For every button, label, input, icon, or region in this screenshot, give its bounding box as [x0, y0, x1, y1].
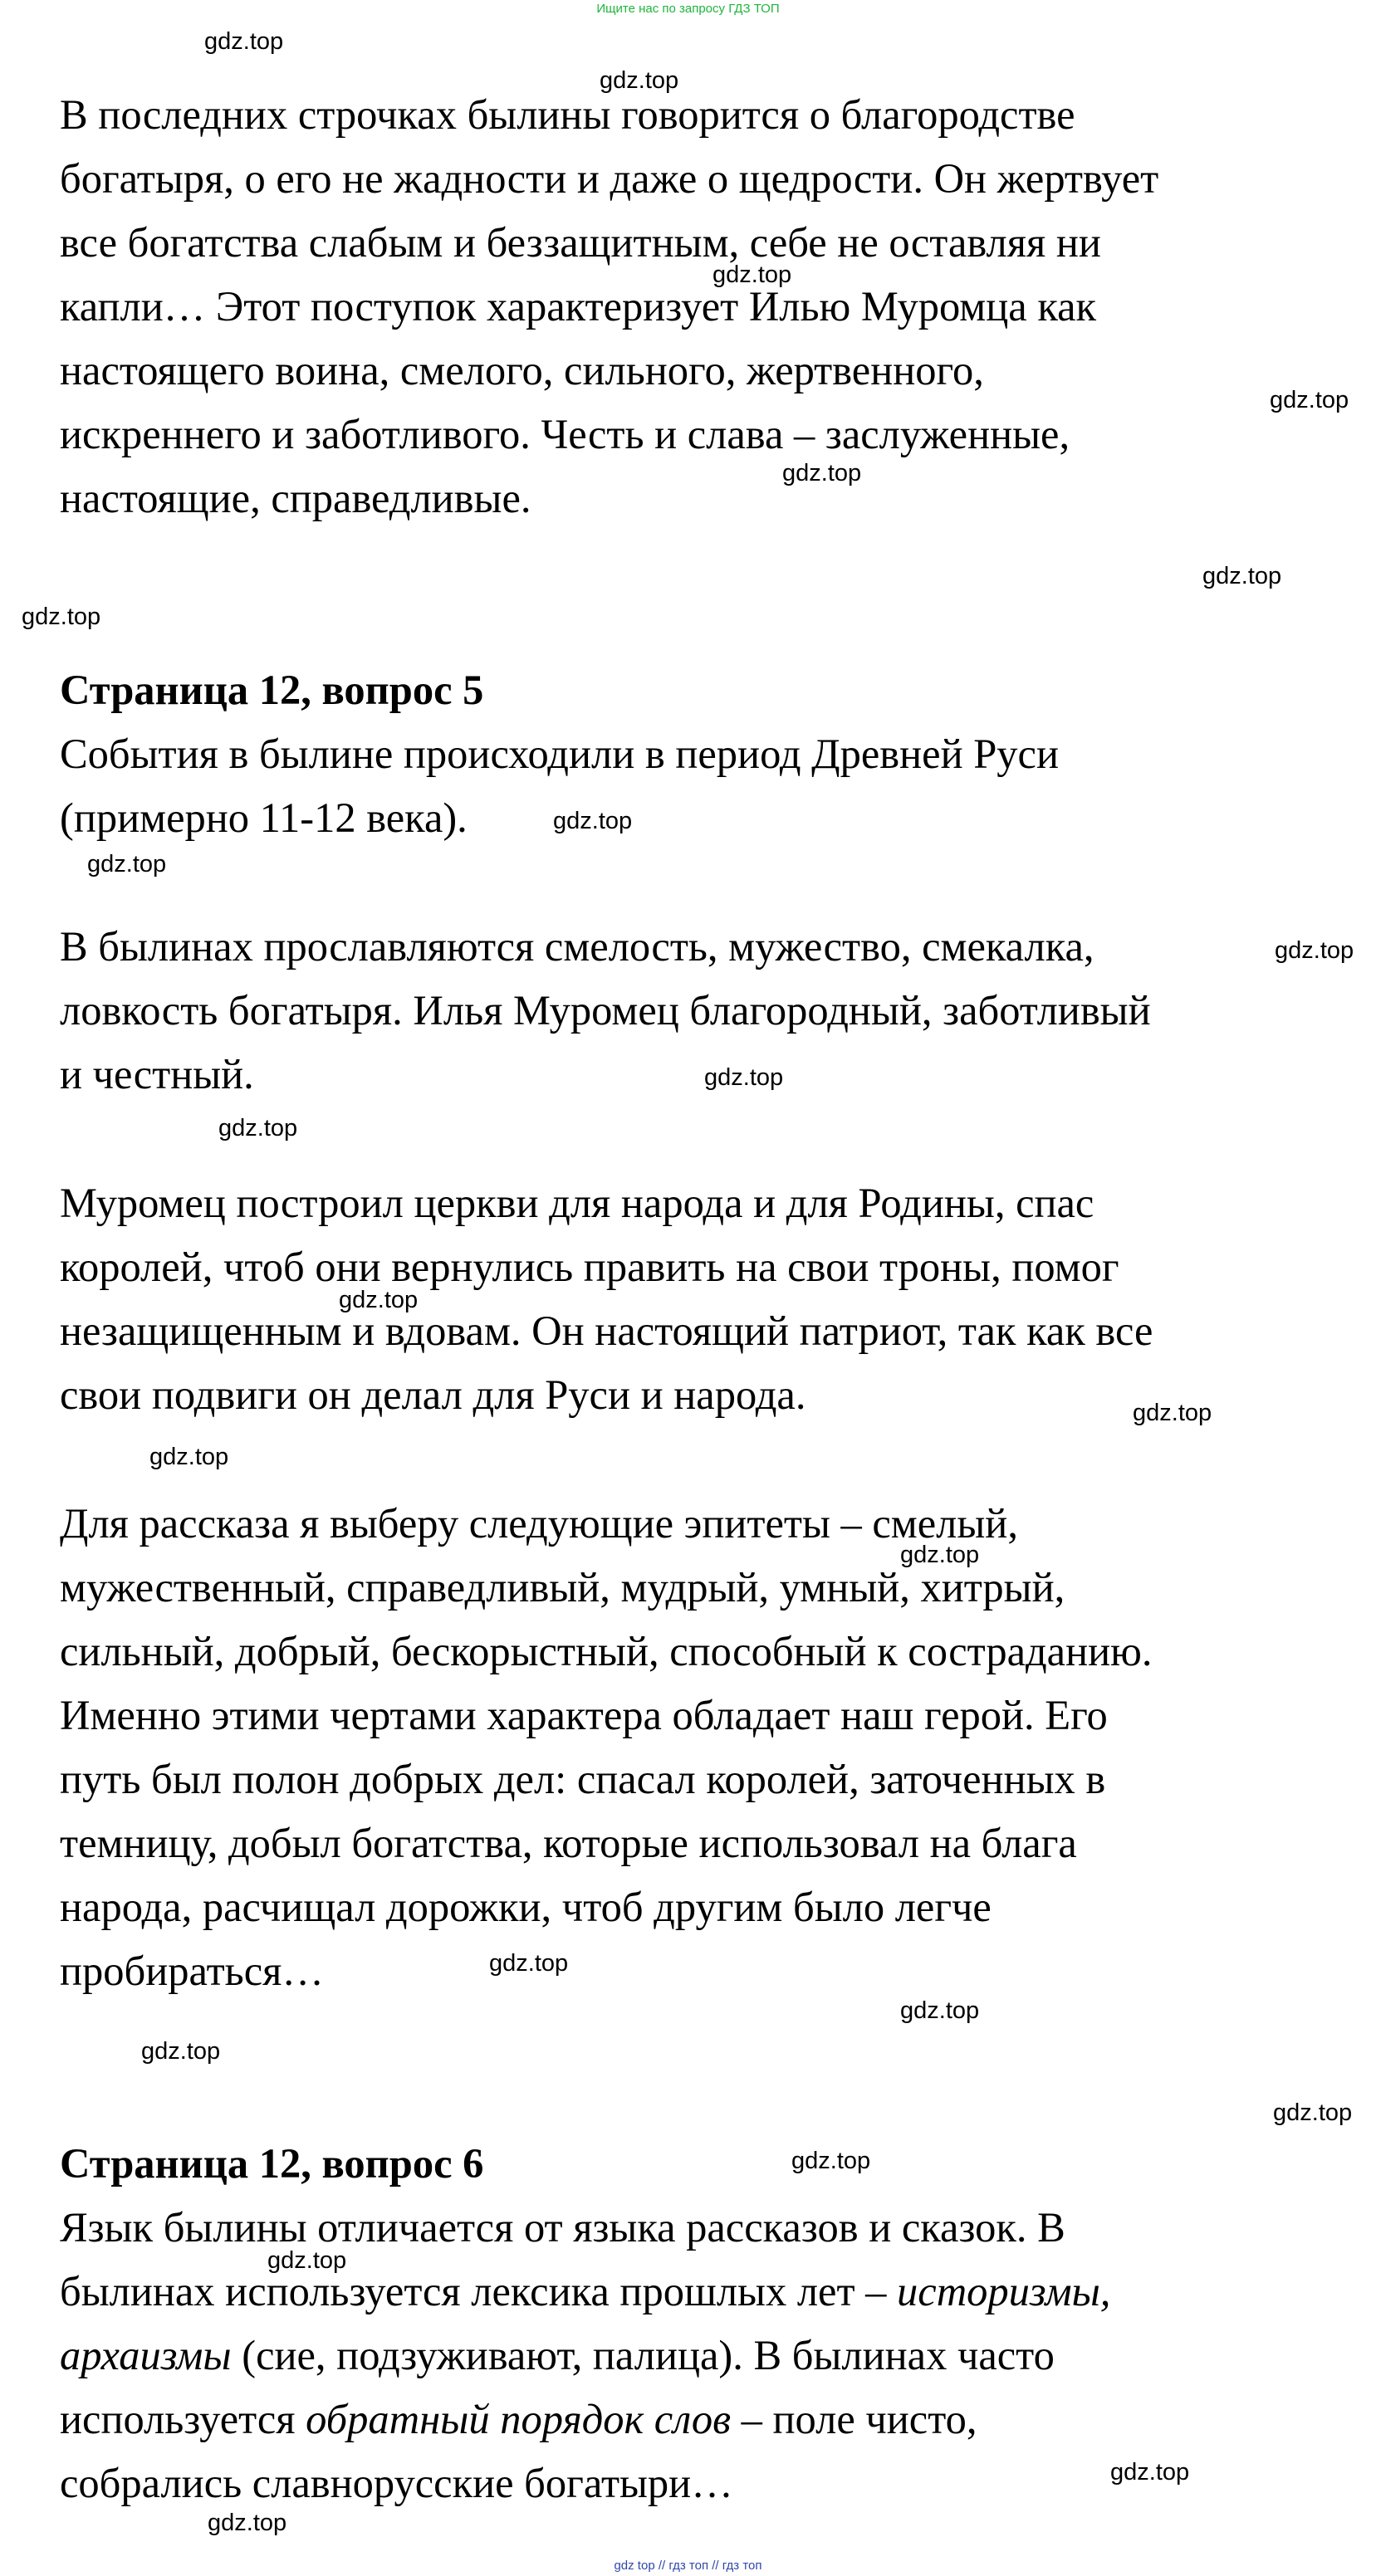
text-line: свои подвиги он делал для Руси и народа. [60, 1371, 806, 1418]
text-line [60, 2266, 1110, 2316]
text-line: В последних строчках былины говорится о благородстве [60, 91, 1075, 138]
watermark: gdz.top [204, 28, 284, 55]
text-line: настоящие, справедливые. [60, 475, 531, 521]
text-line: пробираться… [60, 1948, 324, 1994]
watermark: gdz.top [267, 2247, 347, 2274]
text-line: собрались славнорусские богатыри… [60, 2460, 733, 2506]
text-line: ловкость богатыря. Илья Муромец благородный, заботливый [60, 987, 1151, 1034]
section-heading: Страница 12, вопрос 6 [60, 2140, 484, 2187]
text-line: Муромец построил церкви для народа и для Родины, спас [60, 1180, 1094, 1226]
text-line: События в былине происходили в период Древней Руси [60, 731, 1059, 777]
text-line: В былинах прославляются смелость, мужество, смекалка, [60, 923, 1094, 970]
watermark: gdz.top [1270, 387, 1349, 413]
watermark: gdz.top [1273, 2099, 1353, 2126]
text-line: народа, расчищал дорожки, чтоб другим было легче [60, 1884, 992, 1930]
watermark: gdz.top [87, 851, 167, 877]
watermark: gdz.top [1275, 937, 1354, 964]
watermark: gdz.top [149, 1444, 229, 1470]
watermark: gdz.top [704, 1064, 784, 1091]
text-line [60, 2394, 977, 2444]
italic-term: историзмы, [897, 2268, 1111, 2314]
watermark: gdz.top [712, 262, 792, 288]
watermark: gdz.top [339, 1287, 419, 1313]
watermark: gdz.top [553, 808, 633, 834]
text-line: (примерно 11-12 века). [60, 794, 468, 841]
watermark: gdz.top [22, 604, 101, 630]
text-line: и честный. [60, 1051, 254, 1097]
text-run: (сие, подзуживают, палица). В былинах часто [231, 2332, 1055, 2378]
text-line: королей, чтоб они вернулись править на свои троны, помог [60, 1244, 1119, 1290]
text-line: незащищенным и вдовам. Он настоящий патриот, так как все [60, 1308, 1153, 1354]
watermark: gdz.top [208, 2510, 287, 2536]
text-line: темницу, добыл богатства, которые использовал на блага [60, 1820, 1077, 1866]
text-run: былинах используется лексика прошлых лет – [60, 2268, 898, 2314]
top-banner: Ищите нас по запросу ГДЗ ТОП [596, 2, 780, 16]
italic-term: архаизмы [60, 2332, 232, 2378]
watermark: gdz.top [1110, 2459, 1190, 2486]
text-line: мужественный, справедливый, мудрый, умный, хитрый, [60, 1564, 1065, 1611]
text-line: сильный, добрый, бескорыстный, способный к состраданию. [60, 1628, 1153, 1674]
text-line: богатыря, о его не жадности и даже о щедрости. Он жертвует [60, 155, 1159, 202]
watermark: gdz.top [782, 460, 862, 486]
watermark: gdz.top [1202, 563, 1282, 589]
text-line: настоящего воина, смелого, сильного, жертвенного, [60, 347, 984, 393]
watermark: gdz.top [1133, 1400, 1212, 1426]
watermark: gdz.top [489, 1950, 569, 1977]
text-line: путь был полон добрых дел: спасал королей, заточенных в [60, 1756, 1106, 1802]
watermark: gdz.top [900, 1542, 980, 1568]
text-line: искреннего и заботливого. Честь и слава – заслуженные, [60, 411, 1070, 457]
italic-term: обратный порядок слов [306, 2396, 732, 2442]
bottom-banner: gdz top // гдз топ // гдз топ [614, 2559, 762, 2573]
watermark: gdz.top [141, 2038, 221, 2065]
text-line [60, 2330, 1055, 2380]
watermark: gdz.top [900, 1997, 980, 2024]
watermark: gdz.top [791, 2148, 871, 2174]
text-line: Именно этими чертами характера обладает наш герой. Его [60, 1692, 1108, 1738]
text-line: капли… Этот поступок характеризует Илью Муромца как [60, 283, 1097, 330]
watermark: gdz.top [600, 67, 679, 94]
text-run: – поле чисто, [731, 2396, 977, 2442]
text-line: Язык былины отличается от языка рассказов и сказок. В [60, 2204, 1065, 2251]
section-heading: Страница 12, вопрос 5 [60, 667, 484, 713]
text-line: все богатства слабым и беззащитным, себе не оставляя ни [60, 219, 1101, 266]
watermark: gdz.top [218, 1115, 298, 1141]
text-run: используется [60, 2396, 306, 2442]
text-line: Для рассказа я выберу следующие эпитеты – смелый, [60, 1500, 1018, 1547]
